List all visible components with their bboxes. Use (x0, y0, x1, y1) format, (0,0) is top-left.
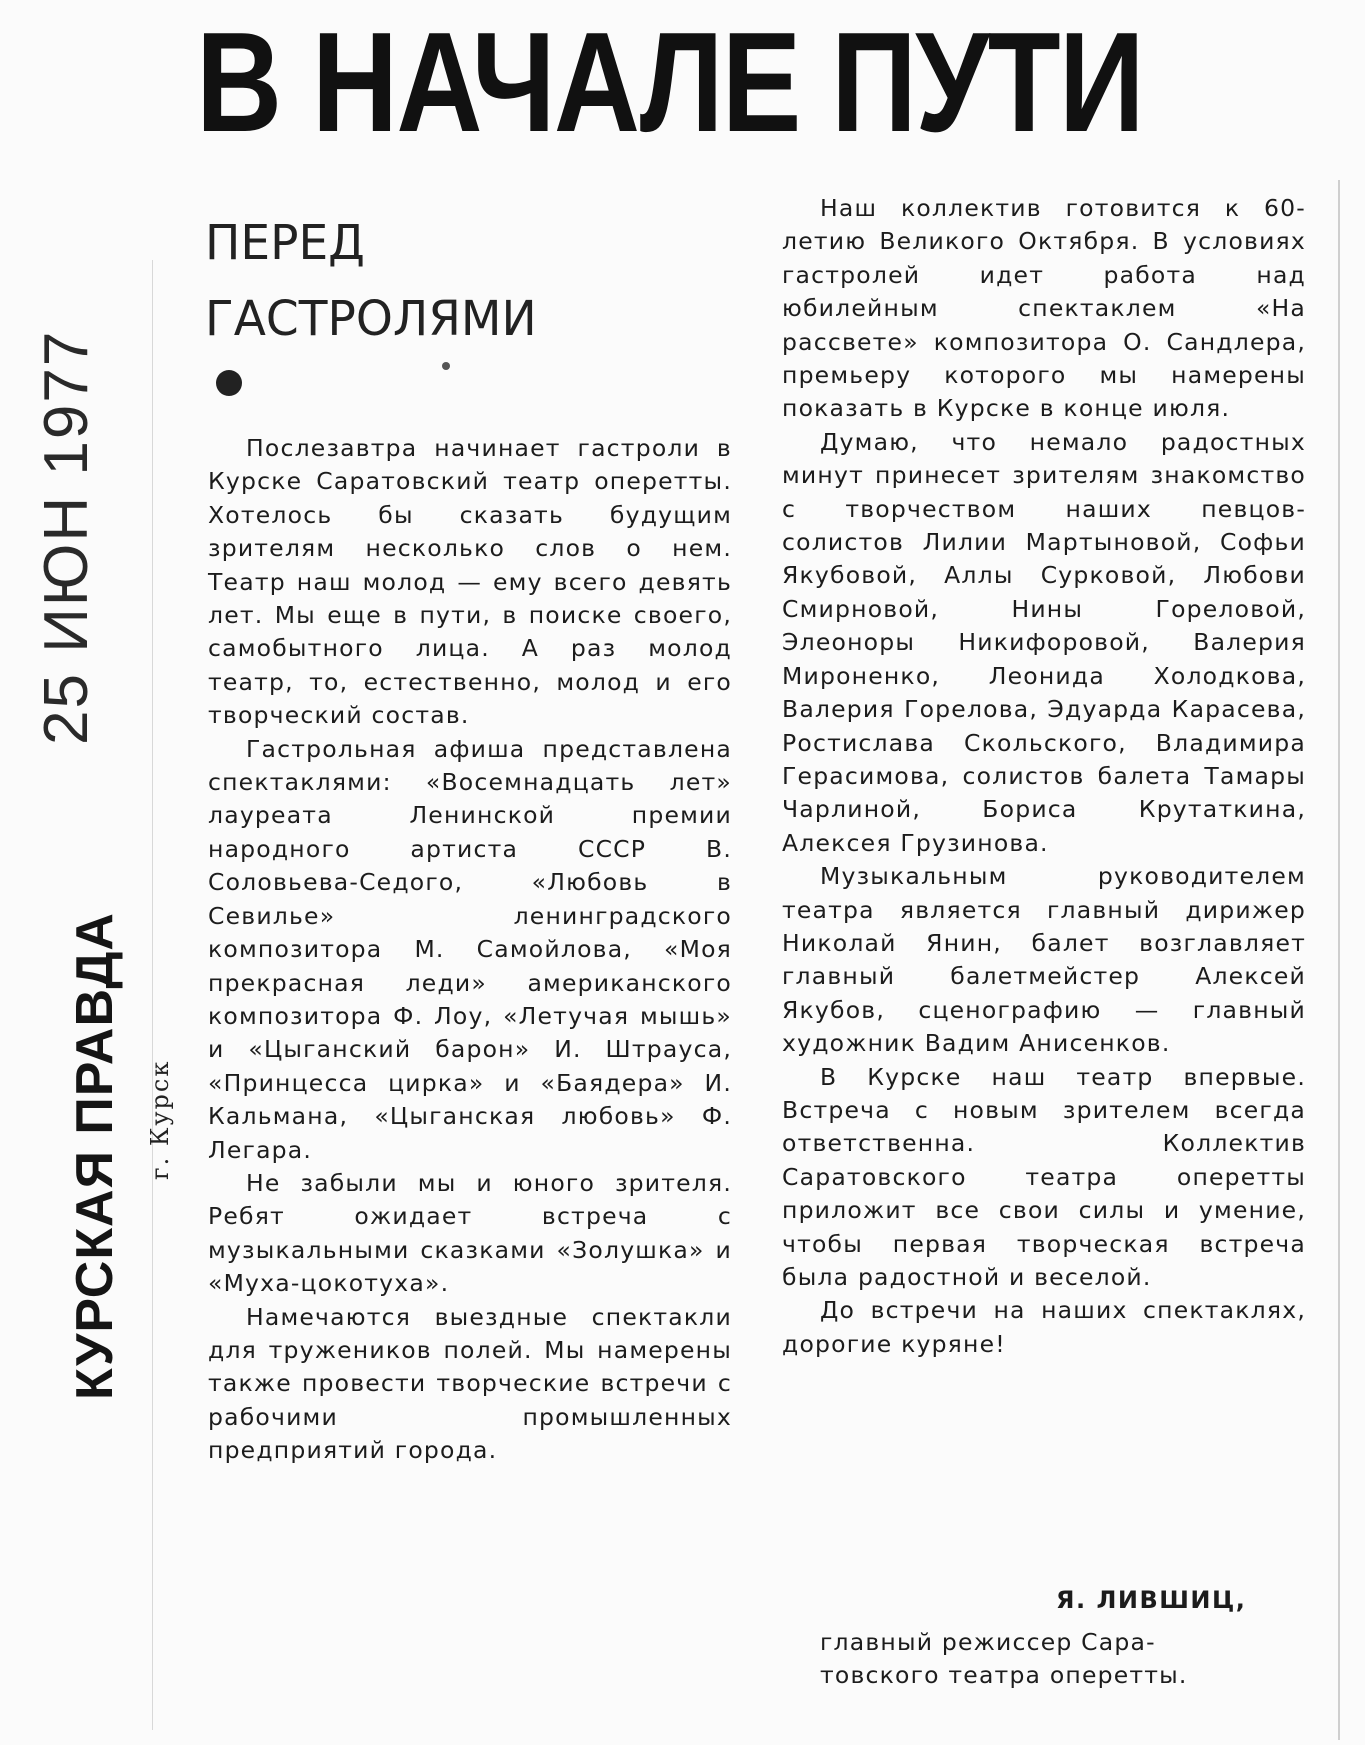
newspaper-name-stamp: КУРСКАЯ ПРАВДА (66, 912, 124, 1400)
date-stamp: 25 ИЮН 1977 (32, 329, 101, 745)
headline: В НАЧАЛЕ ПУТИ (196, 3, 1143, 162)
article-column-left (208, 432, 732, 1468)
author-role-line-1: главный режиссер Сара- (820, 1628, 1156, 1656)
article-column-right (782, 192, 1306, 1361)
paragraph: Наш коллектив готовится к 60-летию Великого Октября. В условиях гастролей идет работа над юбилейным спектаклем «На рассвете» композитора О. Сандлера, премьеру которого мы намерены показать в Курске в конце июля. (782, 194, 1306, 423)
clipping-edge (1338, 180, 1340, 1740)
paragraph: В Курске наш театр впервые. Встреча с новым зрителем всегда ответственна. Коллектив Саратовского театра оперетты приложит все свои силы и умение, чтобы первая творческая встреча была радостной и веселой. (782, 1062, 1306, 1291)
subheadline-line-1: ПЕРЕД (205, 215, 365, 271)
ink-speck (442, 362, 450, 370)
author-role-line-2: товского театра оперетты. (820, 1661, 1188, 1690)
paragraph: Не забыли мы и юного зрителя. Ребят ожидает встреча с музыкальными сказками «Золушка» и «Муха-цокотуха». (208, 1168, 732, 1298)
paragraph: Гастрольная афиша представлена спектаклями: «Восемнадцать лет» лауреата Ленинской премии народного артиста СССР В. Соловьева-Седого, «Любовь в Севилье» ленинградского композитора М. Самойлова, «Моя прекрасная леди» американского композитора Ф. Лоу, «Летучая мышь» и «Цыганский барон» И. Штрауса, «Принцесса цирка» и «Баядера» И. Кальмана, «Цыганская любовь» Ф. Легара. (208, 734, 732, 1164)
city-stamp: г. Курск (146, 1059, 174, 1180)
subheadline-line-2: ГАСТРОЛЯМИ (205, 291, 537, 347)
paragraph: До встречи на наших спектаклях, дорогие куряне! (782, 1296, 1306, 1358)
author-role (820, 1626, 1310, 1693)
author-name: Я. ЛИВШИЦ, (1056, 1586, 1247, 1614)
bullet-dot (216, 370, 242, 396)
paragraph: Послезавтра начинает гастроли в Курске Саратовский театр оперетты. Хотелось бы сказать будущим зрителям несколько слов о нем. Театр наш молод — ему всего девять лет. Мы еще в пути, в поиске своего, самобытного лица. А раз молод театр, то, естественно, молод и его творческий состав. (208, 434, 732, 730)
subheadline (205, 205, 636, 357)
paragraph: Думаю, что немало радостных минут принесет зрителям знакомство с творчеством наших певцов-солистов Лилии Мартыновой, Софьи Якубовой, Аллы Сурковой, Любови Смирновой, Нины Гореловой, Элеоноры Никифоровой, Валерия Мироненко, Леонида Холодкова, Валерия Горелова, Эдуарда Карасева, Ростислава Скольского, Владимира Герасимова, солистов балета Тамары Чарлиной, Бориса Крутаткина, Алексея Грузинова. (782, 427, 1306, 857)
paragraph: Намечаются выездные спектакли для тружеников полей. Мы намерены также провести творческие встречи с рабочими промышленных предприятий города. (208, 1302, 732, 1465)
paragraph: Музыкальным руководителем театра является главный дирижер Николай Янин, балет возглавляет главный балетмейстер Алексей Якубов, сценографию — главный художник Вадим Анисенков. (782, 862, 1306, 1058)
